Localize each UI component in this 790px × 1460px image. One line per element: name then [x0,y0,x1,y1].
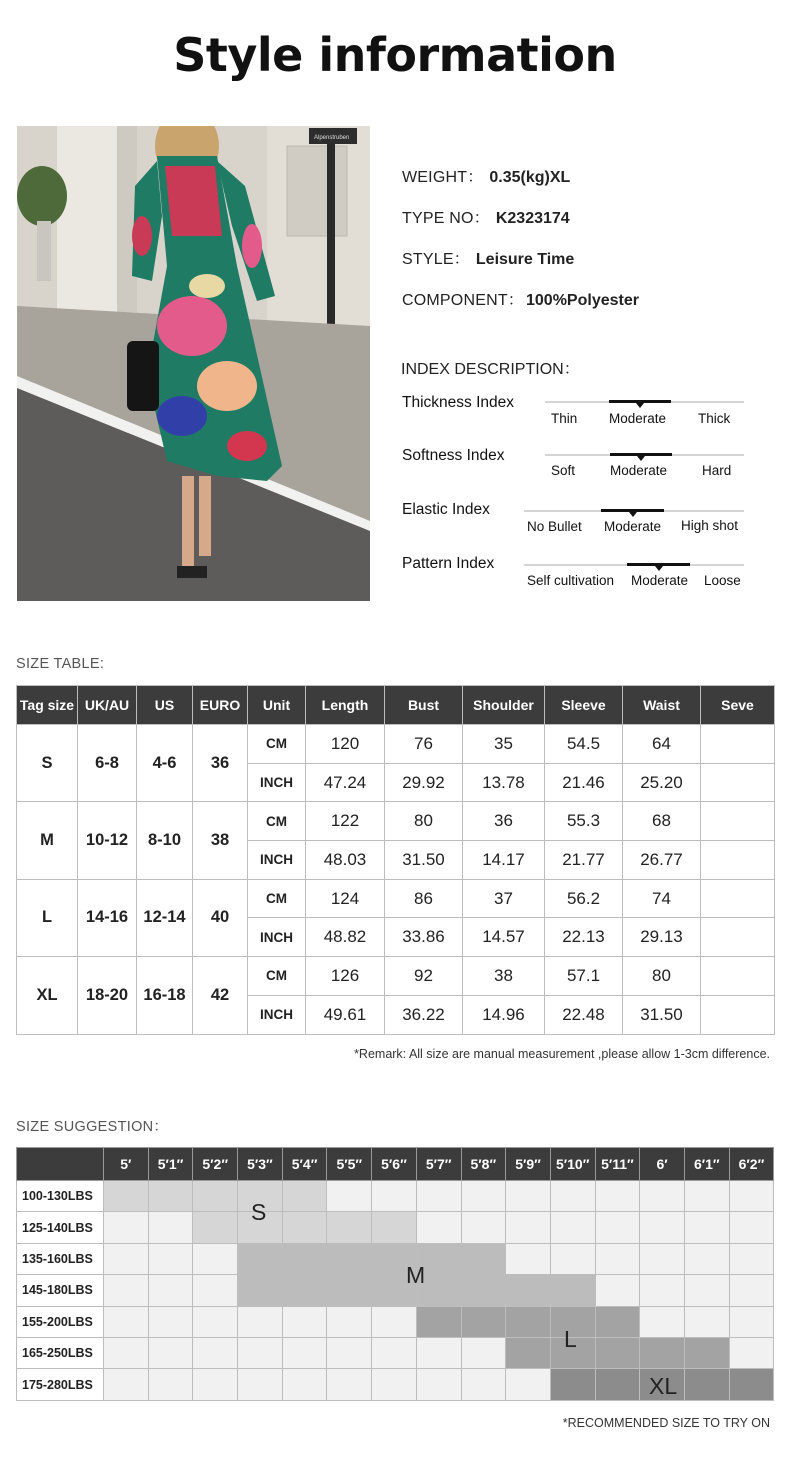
measure-cell: 36.22 [385,995,463,1034]
size-remark: *Remark: All size are manual measurement ,please allow 1-3cm difference. [354,1047,770,1061]
suggestion-cell [640,1181,685,1212]
table-row [17,725,775,764]
weight-row [402,164,570,187]
table-row [17,1306,774,1337]
elastic-index-pointer-icon [629,512,637,517]
size-suggestion-label: SIZE SUGGESTION： [16,1119,169,1135]
size-header-cell: UK/AU [78,686,137,725]
softness-option: Moderate [610,463,668,478]
suggestion-cell [372,1369,417,1400]
product-photo [17,126,370,601]
height-header-cell: 5′9″ [506,1148,551,1181]
height-header-cell: 5′11″ [595,1148,640,1181]
suggestion-cell [104,1369,149,1400]
suggestion-cell [104,1275,149,1306]
size-header-cell: Sleeve [545,686,623,725]
measure-cell: 31.50 [385,841,463,880]
measure-cell: 14.96 [463,995,545,1034]
suggestion-cell [104,1212,149,1243]
suggestion-cell [550,1369,595,1400]
suggestion-cell [684,1181,729,1212]
size-header-cell: Shoulder [463,686,545,725]
suggestion-cell [506,1306,551,1337]
suggestion-cell [193,1337,238,1368]
suggestion-cell [327,1243,372,1274]
measure-cell: 26.77 [623,841,701,880]
style-value: Leisure Time [475,251,575,268]
suggestion-cell [729,1275,774,1306]
size-table-label: SIZE TABLE: [16,656,105,672]
suggestion-cell [327,1306,372,1337]
suggestion-cell [327,1181,372,1212]
weight-label-cell: 145-180LBS [17,1275,104,1306]
measure-cell: 74 [623,879,701,918]
measure-cell [701,802,775,841]
unit-cell: CM [248,725,306,764]
size-uk-cell: 10-12 [78,802,137,879]
suggestion-cell [684,1212,729,1243]
size-suggestion-table [16,1147,774,1401]
suggestion-cell [372,1181,417,1212]
suggestion-cell [148,1181,193,1212]
unit-cell: CM [248,802,306,841]
suggestion-cell [729,1369,774,1400]
unit-cell: INCH [248,918,306,957]
suggestion-cell [193,1181,238,1212]
suggestion-cell [148,1243,193,1274]
size-header-cell: Seve [701,686,775,725]
suggestion-cell [238,1243,283,1274]
suggestion-cell [327,1369,372,1400]
measure-cell: 37 [463,879,545,918]
measure-cell: 55.3 [545,802,623,841]
suggestion-cell [729,1306,774,1337]
suggestion-cell [193,1212,238,1243]
pattern-index-label: Pattern Index [402,555,495,572]
suggestion-cell [461,1369,506,1400]
size-header-cell: Unit [248,686,306,725]
suggestion-cell [640,1337,685,1368]
suggestion-cell [684,1243,729,1274]
suggestion-cell [104,1306,149,1337]
suggestion-cell [148,1212,193,1243]
measure-cell: 80 [385,802,463,841]
suggestion-cell [193,1369,238,1400]
measure-cell: 122 [306,802,385,841]
measure-cell: 92 [385,957,463,996]
measure-cell: 64 [623,725,701,764]
measure-cell [701,957,775,996]
suggestion-cell [684,1337,729,1368]
suggestion-cell [595,1306,640,1337]
suggestion-cell [595,1337,640,1368]
size-tag-cell: M [17,802,78,879]
measure-cell: 80 [623,957,701,996]
suggestion-cell [238,1306,283,1337]
softness-index-label: Softness Index [402,447,505,464]
suggestion-cell [506,1275,551,1306]
suggestion-cell [550,1275,595,1306]
component-label: COMPONENT： [402,292,524,309]
measure-cell: 35 [463,725,545,764]
measure-cell: 22.48 [545,995,623,1034]
suggestion-cell [282,1337,327,1368]
sign-text: Alpenstruben [314,135,350,141]
size-uk-cell: 14-16 [78,879,137,956]
size-header-cell: Bust [385,686,463,725]
suggestion-cell [729,1212,774,1243]
weight-value: 0.35(kg)XL [489,169,571,186]
size-header-cell: Waist [623,686,701,725]
size-tag-cell: S [17,725,78,802]
size-header-cell: US [137,686,193,725]
suggestion-cell [506,1337,551,1368]
softness-option: Hard [702,463,732,478]
measure-cell: 29.92 [385,763,463,802]
measure-cell: 68 [623,802,701,841]
pattern-option: Moderate [631,573,689,588]
height-header-cell: 5′4″ [282,1148,327,1181]
unit-cell: INCH [248,841,306,880]
height-header-cell: 6′1″ [684,1148,729,1181]
suggestion-cell [104,1243,149,1274]
page-title: Style information [173,28,617,82]
weight-label-cell: 155-200LBS [17,1306,104,1337]
table-row [17,1243,774,1274]
elastic-index-label: Elastic Index [402,501,490,518]
component-row [402,287,639,310]
suggestion-cell [595,1369,640,1400]
index-description: INDEX DESCRIPTION： [401,361,580,378]
suggestion-cell [416,1181,461,1212]
suggestion-cell [506,1369,551,1400]
suggestion-cell [238,1275,283,1306]
suggestion-cell [461,1275,506,1306]
softness-index-pointer-icon [637,456,645,461]
zone-label-s: S [251,1199,267,1225]
suggestion-cell [238,1337,283,1368]
suggestion-cell [729,1337,774,1368]
suggestion-cell [550,1243,595,1274]
suggestion-cell [282,1212,327,1243]
suggestion-cell [640,1243,685,1274]
weight-label: WEIGHT： [402,169,484,186]
suggestion-cell [506,1181,551,1212]
unit-cell: INCH [248,995,306,1034]
zone-label-l: L [564,1326,577,1352]
suggestion-cell [640,1212,685,1243]
weight-label-cell: 175-280LBS [17,1369,104,1400]
unit-cell: INCH [248,763,306,802]
size-uk-cell: 18-20 [78,957,137,1034]
pattern-option: Loose [704,573,741,588]
measure-cell: 31.50 [623,995,701,1034]
suggestion-cell [550,1181,595,1212]
type-label: TYPE NO： [402,210,490,227]
measure-cell: 38 [463,957,545,996]
unit-cell: CM [248,879,306,918]
suggestion-cell [282,1369,327,1400]
height-header-cell: 5′1″ [148,1148,193,1181]
height-header-cell: 5′10″ [550,1148,595,1181]
measure-cell [701,918,775,957]
thickness-option: Thick [698,411,731,426]
table-row [17,879,775,918]
size-header-cell: Length [306,686,385,725]
thickness-index-pointer-icon [636,403,644,408]
size-euro-cell: 36 [193,725,248,802]
suggestion-cell [327,1212,372,1243]
table-row [17,802,775,841]
measure-cell: 49.61 [306,995,385,1034]
softness-option: Soft [551,463,576,478]
suggestion-cell [372,1337,417,1368]
weight-label-cell: 165-250LBS [17,1337,104,1368]
thickness-index-label: Thickness Index [402,394,514,411]
pattern-index-pointer-icon [655,566,663,571]
suggestion-cell [640,1275,685,1306]
size-header-cell: EURO [193,686,248,725]
size-us-cell: 8-10 [137,802,193,879]
measure-cell [701,879,775,918]
measure-cell: 25.20 [623,763,701,802]
measure-cell: 14.17 [463,841,545,880]
suggestion-cell [282,1243,327,1274]
suggestion-cell [327,1337,372,1368]
suggestion-cell [104,1181,149,1212]
size-us-cell: 16-18 [137,957,193,1034]
table-row [17,1181,774,1212]
measure-cell [701,841,775,880]
measure-cell: 56.2 [545,879,623,918]
measure-cell [701,995,775,1034]
measure-cell [701,763,775,802]
weight-label-cell: 135-160LBS [17,1243,104,1274]
style-label: STYLE： [402,251,470,268]
suggestion-cell [416,1212,461,1243]
suggestion-cell [640,1306,685,1337]
measure-cell: 86 [385,879,463,918]
measure-cell: 124 [306,879,385,918]
unit-cell: CM [248,957,306,996]
elastic-option: No Bullet [527,519,582,534]
measure-cell: 48.03 [306,841,385,880]
measure-cell: 29.13 [623,918,701,957]
pattern-option: Self cultivation [527,573,615,588]
suggestion-cell [729,1181,774,1212]
style-row [402,246,574,269]
table-row [17,957,775,996]
zone-label-xl: XL [649,1373,678,1399]
measure-cell: 76 [385,725,463,764]
size-table [16,685,775,1035]
suggestion-cell [729,1243,774,1274]
thickness-option: Moderate [609,411,667,426]
size-uk-cell: 6-8 [78,725,137,802]
suggestion-cell [416,1306,461,1337]
height-header-cell: 5′3″ [238,1148,283,1181]
component-value: 100%Polyester [526,292,639,309]
size-us-cell: 12-14 [137,879,193,956]
size-euro-cell: 38 [193,802,248,879]
suggestion-cell [416,1369,461,1400]
suggestion-cell [461,1337,506,1368]
corner-cell [17,1148,104,1181]
suggestion-cell [684,1275,729,1306]
suggestion-cell [595,1181,640,1212]
elastic-option: High shot [681,518,739,533]
suggestion-cell [684,1369,729,1400]
recommendation-note: *RECOMMENDED SIZE TO TRY ON [562,1416,770,1430]
suggestion-cell [461,1306,506,1337]
suggestion-cell [461,1243,506,1274]
suggestion-cell [104,1337,149,1368]
height-header-cell: 5′7″ [416,1148,461,1181]
suggestion-cell [595,1243,640,1274]
measure-cell: 126 [306,957,385,996]
size-us-cell: 4-6 [137,725,193,802]
height-header-cell: 5′8″ [461,1148,506,1181]
size-euro-cell: 42 [193,957,248,1034]
elastic-option: Moderate [604,519,662,534]
measure-cell: 54.5 [545,725,623,764]
measure-cell: 21.46 [545,763,623,802]
measure-cell: 22.13 [545,918,623,957]
height-header-cell: 6′ [640,1148,685,1181]
measure-cell: 48.82 [306,918,385,957]
size-tag-cell: L [17,879,78,956]
suggestion-cell [148,1275,193,1306]
table-row [17,1212,774,1243]
height-header-cell: 5′ [104,1148,149,1181]
height-header-cell: 6′2″ [729,1148,774,1181]
suggestion-cell [461,1181,506,1212]
height-header-cell: 5′2″ [193,1148,238,1181]
suggestion-cell [193,1306,238,1337]
suggestion-cell [282,1181,327,1212]
table-row [17,1337,774,1368]
suggestion-cell [372,1306,417,1337]
suggestion-cell [461,1212,506,1243]
suggestion-cell [193,1275,238,1306]
height-header-cell: 5′5″ [327,1148,372,1181]
measure-cell: 21.77 [545,841,623,880]
measure-cell: 14.57 [463,918,545,957]
measure-cell: 120 [306,725,385,764]
size-tag-cell: XL [17,957,78,1034]
suggestion-cell [148,1369,193,1400]
suggestion-cell [372,1212,417,1243]
thickness-option: Thin [551,411,578,426]
measure-cell: 57.1 [545,957,623,996]
suggestion-cell [550,1212,595,1243]
type-row [402,205,570,228]
height-header-cell: 5′6″ [372,1148,417,1181]
table-row [17,1275,774,1306]
suggestion-cell [282,1275,327,1306]
suggestion-cell [595,1275,640,1306]
measure-cell: 36 [463,802,545,841]
suggestion-cell [684,1306,729,1337]
suggestion-cell [327,1275,372,1306]
weight-label-cell: 100-130LBS [17,1181,104,1212]
size-euro-cell: 40 [193,879,248,956]
suggestion-cell [193,1243,238,1274]
type-value: K2323174 [495,210,570,227]
suggestion-cell [506,1212,551,1243]
suggestion-cell [506,1243,551,1274]
size-header-cell: Tag size [17,686,78,725]
measure-cell: 33.86 [385,918,463,957]
measure-cell: 47.24 [306,763,385,802]
suggestion-cell [148,1337,193,1368]
suggestion-cell [148,1306,193,1337]
weight-label-cell: 125-140LBS [17,1212,104,1243]
measure-cell: 13.78 [463,763,545,802]
zone-label-m: M [406,1262,426,1288]
suggestion-cell [282,1306,327,1337]
suggestion-cell [595,1212,640,1243]
suggestion-cell [238,1369,283,1400]
suggestion-cell [416,1337,461,1368]
measure-cell [701,725,775,764]
